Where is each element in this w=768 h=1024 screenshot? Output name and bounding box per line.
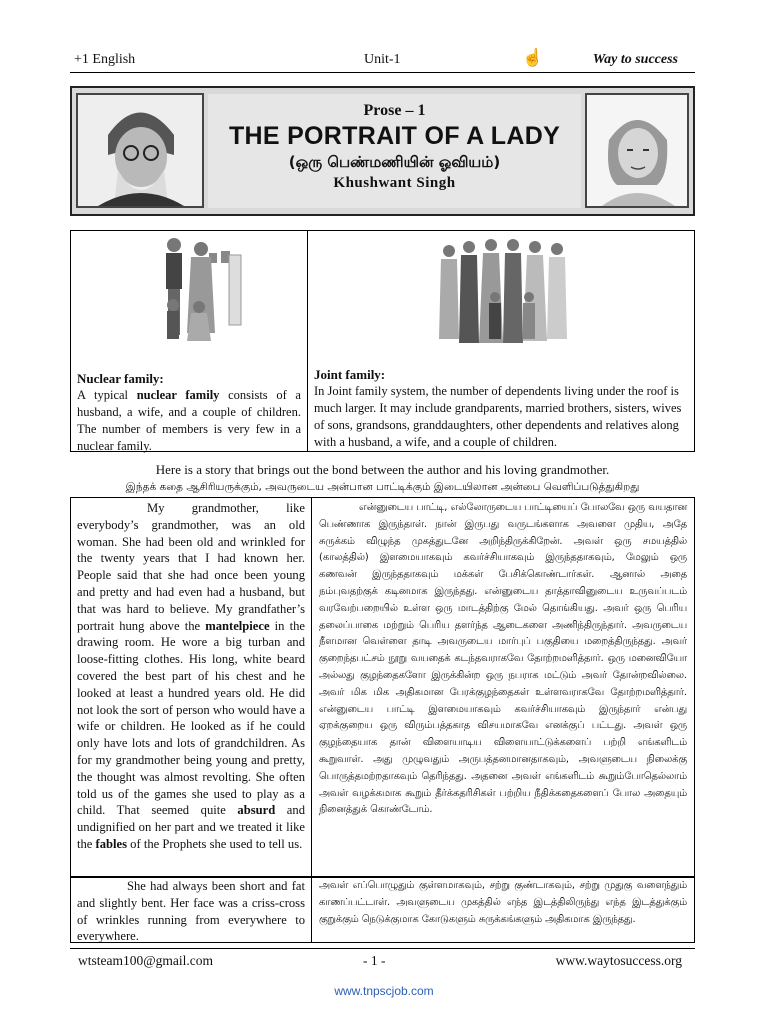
title-banner: [70, 86, 695, 216]
story-intro-english: Here is a story that brings out the bond between the author and his loving grandmother.: [155, 462, 610, 477]
header-brand: Way to success: [592, 52, 678, 67]
grandmother-portrait-image: [585, 93, 689, 208]
author-name: Khushwant Singh: [333, 175, 456, 191]
paragraph-2-tamil: அவள் எப்பொழுதும் குள்ளமாகவும், சற்று குண்டாகவும், சற்று முதுகு வளைந்தும் காணப்பட்டாள். அவளுடைய முகத்தில் எந்த இடத்திலிருந்து எந்த இடத்துக்கும் குறுக்கும் நெடுக்குமாக கோடுகளும் சுருக்கங்களும் அதிகமாக இருந்தது.: [319, 880, 687, 925]
column-divider: [311, 878, 312, 942]
nuclear-family-heading: Nuclear family:: [77, 371, 164, 386]
paragraph-1-tamil: என்னுடைய பாட்டி, எல்லோருடைய பாட்டியைப் போலவே ஒரு வயதான பெண்ணாக இருந்தாள். நான் இருபது வருடங்களாக அவளை முதிய, அதே சுருக்கம் விழுந்த முகத்துடனே அறிந்திருக்கிறேன். அவள் ஒரு சமயத்தில் (காலத்தில்) இளமையாகவும் கவர்ச்சியாகவும் இருந்ததாகவும், மேலும் ஒரு கணவன் இருந்ததாகவும் மக்கள் பேசிக்கொண்டார்கள். ஆனால் அதை நம்புவதற்குக் கடினமாக இருந்தது. என்னுடைய தாத்தாவினுடைய உருவப்படம் வரவேற்பறையில் உள்ள ஒரு மாடத்திற்கு மேல் தொங்கியது. அவர் ஒரு பெரிய தலைப்பாகை மற்றும் பெரிய தளர்ந்த ஆடைகளை அணிந்திருந்தார். அவருடைய நீளமான வெள்ளை தாடி அவருடைய மார்புப் பகுதியை மறைத்திருந்தது. அவர் குறைந்தபட்சம் நூறு வயதைக் கடந்தவராகவே தோற்றமளித்தார். ஒரு மனைவியோ அல்லது குழந்தைகளோ இருக்கின்ற ஒரு நபராக மட்டும் அவர் தோன்றவில்லை. அவர் மிக மிக அதிகமான பேரக்குழந்தைகள் உள்ளவராகவே தோற்றமளித்தார். என்னுடைய பாட்டி இளமையாகவும் கவர்ச்சியாகவும் இருந்தார் என்பது ஏறக்குறைய ஒரு விரும்பத்தகாத விசயமாகவே எனக்குப் பட்டது. அவள் ஒரு குழந்தையாக தான் விளையாடிய விளையாட்டுக்களைப் பற்றி எங்களிடம் கூறுவாள். அது முழுவதும் அருபத்தனமானதாகவும், அவளுடைய நிலைக்கு பொருத்தமற்றதாகவும் தெரிந்தது. அதனை அவள் எங்களிடம் கூறும்போதெல்லாம் அவள் வழக்கமாக கூறும் தீர்க்கதரிசிகள் பற்றிய நீதிக்கதைகளைப் போல அதையும் நினைத்துக் கொண்டோம்.: [319, 502, 687, 816]
nuclear-family-text: A typical nuclear family consists of a husband, a wife, and a couple of children. The number of members is very few in a nuclear family.: [77, 388, 301, 453]
paragraph-1-table: [70, 497, 695, 877]
story-intro-tamil: இந்தக் கதை ஆசிரியருக்கும், அவருடைய அன்பான பாட்டிக்கும் இடையிலான அன்பை வெளிப்படுத்துகிறது: [125, 481, 640, 493]
nuclear-family-illustration: [139, 233, 249, 351]
paragraph-2-english: She had always been short and fat and slightly bent. Her face was a criss-cross of wrinkles running from everywhere to everywhere.: [77, 879, 305, 944]
watermark-link[interactable]: www.tnpscjob.com: [334, 984, 434, 998]
page-number: - 1 -: [363, 953, 386, 968]
footer-website: www.waytosuccess.org: [555, 953, 682, 968]
joint-family-heading: Joint family:: [314, 367, 386, 382]
nuclear-family-cell: [71, 231, 308, 451]
paragraph-1-english: My grandmother, like everybody’s grandmother, was an old woman. She had been old and wrinkled for the twenty years that I had known her. People said that she had once been young and pretty and had even had a husband, but that was hard to believe. My grandfather’s portrait hung above the mantelpiece in the drawing room. He wore a big turban and loose-fitting clothes. His long, white beard covered the best part of his chest and he looked at least a hundred years old. He did not look the sort of person who would have a wife or children. He looked as if he could only have lots and lots of grandchildren. As for my grandmother being young and pretty, the thought was almost revolting. She often told us of the games she used to play as a child. That seemed quite absurd and undignified on her part and we treated it like the fables of the Prophets she used to tell us.: [77, 501, 305, 851]
paragraph-2-table: [70, 877, 695, 943]
story-title-tamil: (ஒரு பெண்மணியின் ஓவியம்): [288, 153, 501, 171]
header-unit: Unit-1: [364, 52, 401, 67]
header-rule: [70, 72, 695, 73]
footer-rule: [70, 948, 695, 949]
page-header: [74, 50, 678, 70]
story-title: THE PORTRAIT OF A LADY: [228, 122, 561, 150]
title-block: [208, 94, 581, 208]
footer-email: wtsteam100@gmail.com: [78, 953, 214, 968]
author-portrait-image: [76, 93, 204, 208]
joint-family-text: In Joint family system, the number of dependents living under the roof is much larger. It may include grandparents, married brothers, sisters, wives of sons, grandsons, granddaughters, other dependents and relatives along with a husband, a wife, and a couple of children.: [314, 384, 682, 449]
column-divider: [311, 498, 312, 876]
hand-pointing-icon: ☝: [522, 48, 544, 67]
header-subject: +1 English: [74, 52, 136, 67]
family-types-table: [70, 230, 695, 452]
joint-family-illustration: [433, 233, 573, 351]
joint-family-cell: [308, 231, 694, 451]
prose-number: Prose – 1: [363, 102, 426, 119]
